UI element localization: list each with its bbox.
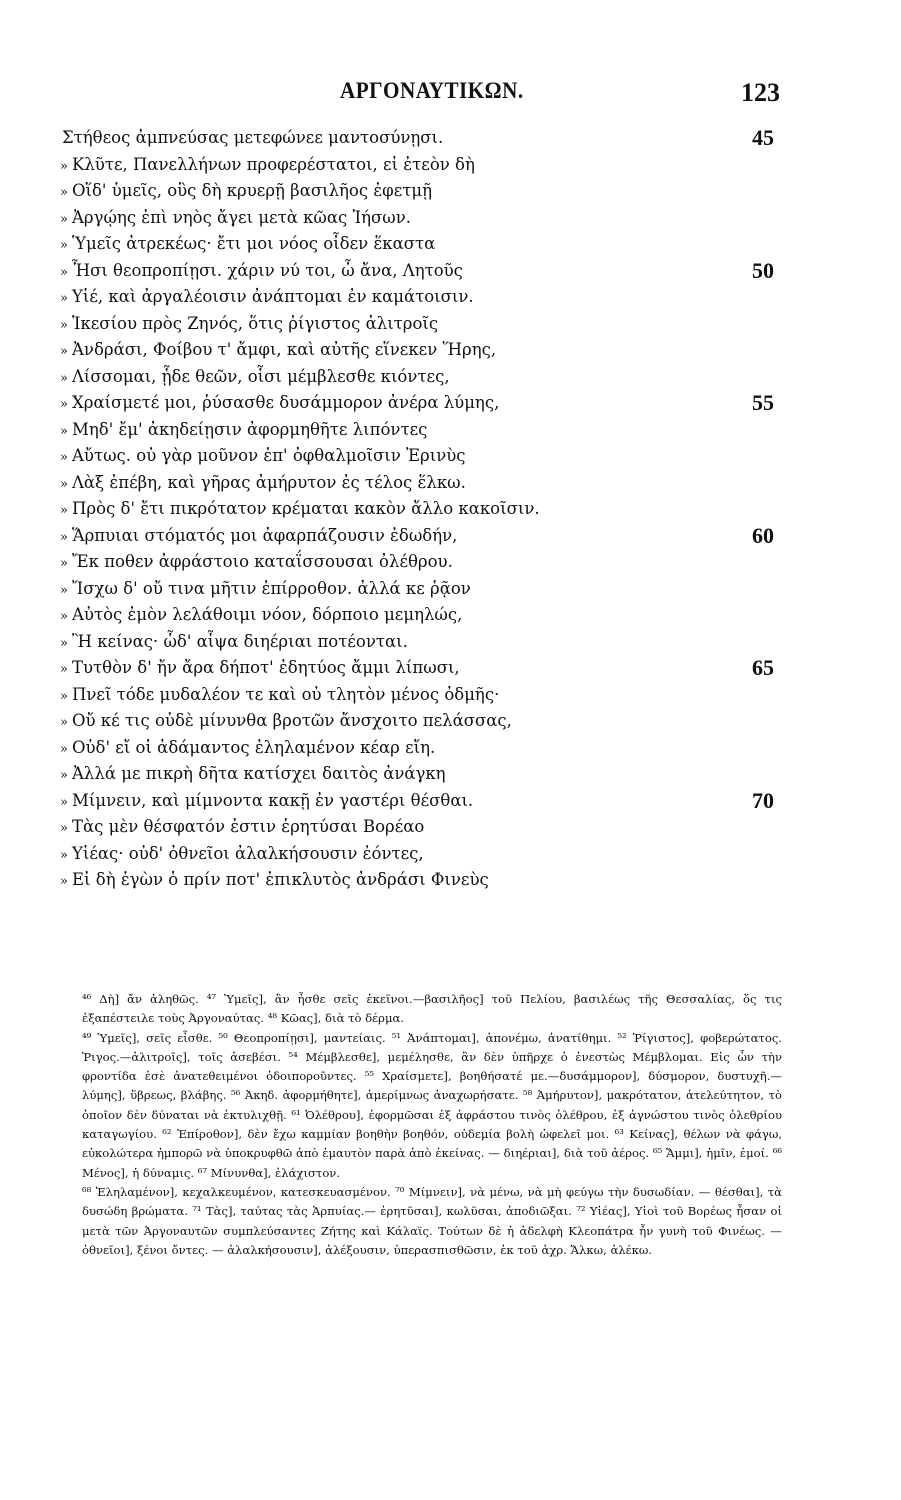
verse-line (60, 417, 780, 444)
verse-line (60, 867, 780, 894)
quote-mark: » (60, 741, 68, 757)
quote-mark: » (60, 688, 68, 704)
quote-mark: » (60, 291, 68, 306)
verse-text: Τὰς μὲν θέσφατόν ἐστιν ἐρητύσαι Βορέαο (72, 817, 425, 836)
verse-text: Κλῦτε, Πανελλήνων προφερέστατοι, εἰ ἐτεὸν δὴ (72, 154, 475, 174)
verse-line (60, 231, 780, 258)
quote-mark: » (60, 821, 68, 836)
verse-text: Στήθεος ἀμπνεύσας μετεφώνεε μαντοσύνῃσι. (62, 128, 444, 147)
footnote-paragraph: ⁴⁶ Δὴ] ἄν ἀληθῶς. ⁴⁷ Ὑμεῖς], ἂν ἦσθε σεῖς ἐκεῖνοι.—βασιλῆος] τοῦ Πελίου, βασιλέως τῆς Θεσσαλίας, ὅς τις ἐξαπέστειλε τοὺς Ἀργοναύτας. ⁴⁸ Κῶας], διὰ τὸ δέρμα. (82, 992, 782, 1026)
verse-block (60, 125, 780, 894)
verse-line (60, 629, 780, 656)
verse-line (60, 258, 780, 285)
verse-text: Μίμνειν, καὶ μίμνοντα κακῇ ἐν γαστέρι θέσθαι. (72, 790, 474, 810)
verse-text: Ἀργῴης ἐπὶ νηὸς ἄγει μετὰ κῶας Ἰήσων. (72, 207, 411, 227)
verse-text: Πνεῖ τόδε μυδαλέον τε καὶ οὐ τλητὸν μένος ὀδμῆς· (72, 684, 500, 704)
verse-text: Λὰξ ἐπέβη, καὶ γῆρας ἀμήρυτον ἐς τέλος ἕλκω. (72, 472, 466, 492)
verse-text: Χραίσμετέ μοι, ῥύσασθε δυσάμμορον ἀνέρα λύμης, (72, 393, 500, 412)
verse-line (60, 178, 780, 205)
page-number: 123 (741, 78, 780, 107)
line-number: 45 (752, 125, 774, 150)
verse-line (60, 125, 780, 152)
quote-mark: » (60, 158, 68, 174)
verse-text: Οὐδ' εἴ οἱ ἀδάμαντος ἐληλαμένον κέαρ εἴη. (72, 737, 436, 757)
verse-text: Ἧσι θεοπροπίῃσι. χάριν νύ τοι, ὦ ἄνα, Λητοῦς (72, 260, 463, 280)
line-number: 70 (752, 787, 774, 813)
verse-line (60, 655, 780, 682)
quote-mark: » (60, 185, 68, 200)
verse-line (60, 496, 780, 523)
verse-line (60, 549, 780, 576)
verse-text: Πρὸς δ' ἔτι πικρότατον κρέμαται κακὸν ἄλλο κακοῖσιν. (72, 499, 540, 518)
quote-mark: » (60, 344, 68, 359)
verse-text: Ἅρπυιαι στόματός μοι ἀφαρπάζουσιν ἐδωδήν, (72, 525, 458, 545)
verse-line (60, 708, 780, 735)
verse-text: Εἰ δὴ ἐγὼν ὁ πρίν ποτ' ἐπικλυτὸς ἀνδράσι Φινεὺς (72, 870, 489, 889)
verse-line (60, 682, 780, 709)
verse-text: Μηδ' ἔμ' ἀκηδείῃσιν ἀφορμηθῆτε λιπόντες (72, 419, 428, 439)
verse-text: Αὐτὸς ἐμὸν λελάθοιμι νόον, δόρποιο μεμηλώς, (72, 605, 463, 624)
line-number: 60 (752, 522, 774, 548)
footnote-paragraph: ⁴⁹ Ὑμεῖς], σεῖς εἶσθε. ⁵⁰ Θεοπροπίῃσι], μαντείαις. ⁵¹ Ἀνάπτομαι], ἀπονέμω, ἀνατίθημι. ⁵² Ῥίγιστος], φοβερώτατος. Ῥιγος.—ἀλιτροῖς], τοῖς ἀσεβέσι. ⁵⁴ Μέμβλεσθε], μεμέλησθε, ἂν δὲν ὑπῆρχε ὁ ἐνεστὼς Μέμβλομαι. Εἰς ὧν τὴν φροντίδα ἐσὲ ἀνατεθειμένοι ὁδοιποροῦντες. ⁵⁵ Χραίσμετε], βοηθήσατέ με.—δυσάμμορον], δύσμορον, δυστυχῆ.—λύμης], ὕβρεως, βλάβης. ⁵⁶ Ἀκηδ. ἀφορμήθητε], ἀμερίμνως ἀναχωρήσατε. ⁵⁸ Ἀμήρυτον], μακρότατον, ἀτελεύτητον, τὸ ὁποῖον δὲν δύναται νὰ ἐκτυλιχθῇ. ⁶¹ Ὀλέθρου], ἐφορμῶσαι ἐξ ἀφράστου τινὸς ὀλέθρου, ἐξ ἀγνώστου τινὸς ὀλεθρίου καταγωγίου. ⁶² Ἐπίροθον], δὲν ἔχω καμμίαν βοηθὴν βοηθόν, οὐδεμία βολὴ ὠφελεῖ μοι. ⁶³ Κείνας], θέλων νὰ φάγω, εὐκολώτερα ἠμπορῶ νὰ ὑποκρυφθῶ ἀπὸ ἐμαυτὸν παρὰ ἀπὸ ἐκείνας. — διηέριαι], διὰ τοῦ ἀέρος. ⁶⁵ Ἄμμι], ἡμῖν, ἐμοί. ⁶⁶ Μένος], ἡ δύναμις. ⁶⁷ Μίνυνθα], ἐλάχιστον. (82, 1030, 782, 1180)
quote-mark: » (60, 662, 68, 677)
verse-line (60, 470, 780, 497)
quote-mark: » (60, 211, 68, 227)
quote-mark: » (60, 768, 68, 783)
quote-mark: » (60, 370, 68, 386)
quote-mark: » (60, 503, 68, 518)
quote-mark: » (60, 397, 68, 412)
verse-text: Αὔτως. οὐ γὰρ μοῦνον ἐπ' ὀφθαλμοῖσιν Ἐρινὺς (72, 446, 466, 465)
verse-line (60, 152, 780, 179)
verse-text: Οἵδ' ὑμεῖς, οὓς δὴ κρυερῇ βασιλῆος ἐφετμῇ (72, 181, 433, 200)
verse-text: Ἔκ ποθεν ἀφράστοιο καταΐσσουσαι ὀλέθρου. (72, 552, 453, 571)
quote-mark: » (60, 635, 68, 651)
verse-line (60, 311, 780, 338)
quote-mark: » (60, 529, 68, 545)
verse-text: Ἢ κείνας· ὧδ' αἶψα διηέριαι ποτέονται. (72, 631, 408, 651)
verse-line (60, 814, 780, 841)
quote-mark: » (60, 556, 68, 571)
quote-mark: » (60, 609, 68, 624)
line-number: 55 (752, 390, 774, 415)
line-number: 50 (752, 257, 774, 283)
quote-mark: » (60, 476, 68, 492)
verse-line (60, 284, 780, 311)
verse-line (60, 788, 780, 815)
verse-text: Ἀλλά με πικρὴ δῆτα κατίσχει δαιτὸς ἀνάγκη (72, 764, 446, 783)
verse-line (60, 390, 780, 417)
quote-mark: » (60, 715, 68, 730)
verse-line (60, 205, 780, 232)
verse-line (60, 602, 780, 629)
quote-mark: » (60, 450, 68, 465)
verse-line (60, 364, 780, 391)
running-title: ΑΡΓΟΝΑΥΤΙΚΩΝ. (340, 78, 524, 103)
verse-text: Ὑμεῖς ἀτρεκέως· ἔτι μοι νόος οἶδεν ἕκαστα (72, 234, 436, 253)
verse-line (60, 523, 780, 550)
verse-text: Ἴσχω δ' οὔ τινα μῆτιν ἐπίρροθον. ἀλλά κε ῥᾷον (72, 578, 471, 598)
verse-text: Οὔ κέ τις οὐδὲ μίνυνθα βροτῶν ἄνσχοιτο πελάσσας, (72, 711, 512, 730)
verse-text: Υἱέας· οὐδ' ὀθνεῖοι ἀλαλκήσουσιν ἐόντες, (72, 843, 424, 863)
quote-mark: » (60, 264, 68, 280)
quote-mark: » (60, 794, 68, 810)
verse-text: Λίσσομαι, ᾗδε θεῶν, οἷσι μέμβλεσθε κιόντες, (72, 366, 450, 386)
quote-mark: » (60, 847, 68, 863)
footnote-paragraph: ⁶⁸ Ἐληλαμένον], κεχαλκευμένον, κατεσκευασμένον. ⁷⁰ Μίμνειν], νὰ μένω, νὰ μὴ φεύγω τὴν δυσωδίαν. — θέσθαι], τὰ δυσώδη βρώματα. ⁷¹ Τὰς], ταύτας τὰς Ἁρπυίας.— ἐρητῦσαι], κωλῦσαι, ἀποδιῶξαι. ⁷² Υἱέας], Υἱοὶ τοῦ Βορέως ἦσαν οἱ μετὰ τῶν Ἀργοναυτῶν συμπλεύσαντες Ζήτης καὶ Κάλαϊς. Τούτων δὲ ἡ ἀδελφὴ Κλεοπάτρα ἦν γυνὴ τοῦ Φινέως. — ὀθνεῖοι], ξένοι ὄντες. — ἀλαλκήσουσιν], ἀλέξουσιν, ὑπερασπισθῶσιν, ἐκ τοῦ ἀχρ. Ἄλκω, ἀλέκω. (82, 1184, 782, 1257)
quote-mark: » (60, 874, 68, 889)
verse-text: Υἱέ, καὶ ἀργαλέοισιν ἀνάπτομαι ἐν καμάτοισιν. (72, 287, 474, 306)
verse-line (60, 443, 780, 470)
verse-text: Ἱκεσίου πρὸς Ζηνός, ὅτις ῥίγιστος ἀλιτροῖς (72, 313, 439, 333)
quote-mark: » (60, 238, 68, 253)
footnotes-block (82, 990, 782, 1260)
verse-text: Ἀνδράσι, Φοίβου τ' ἄμφι, καὶ αὐτῆς εἵνεκεν Ἥρης, (72, 340, 497, 359)
verse-line (60, 761, 780, 788)
quote-mark: » (60, 317, 68, 333)
quote-mark: » (60, 582, 68, 598)
verse-line (60, 735, 780, 762)
page-header (60, 78, 780, 112)
quote-mark: » (60, 423, 68, 439)
verse-line (60, 576, 780, 603)
verse-line (60, 337, 780, 364)
verse-text: Τυτθὸν δ' ἤν ἄρα δήποτ' ἐδητύος ἄμμι λίπωσι, (72, 658, 460, 677)
line-number: 65 (752, 655, 774, 680)
verse-line (60, 841, 780, 868)
